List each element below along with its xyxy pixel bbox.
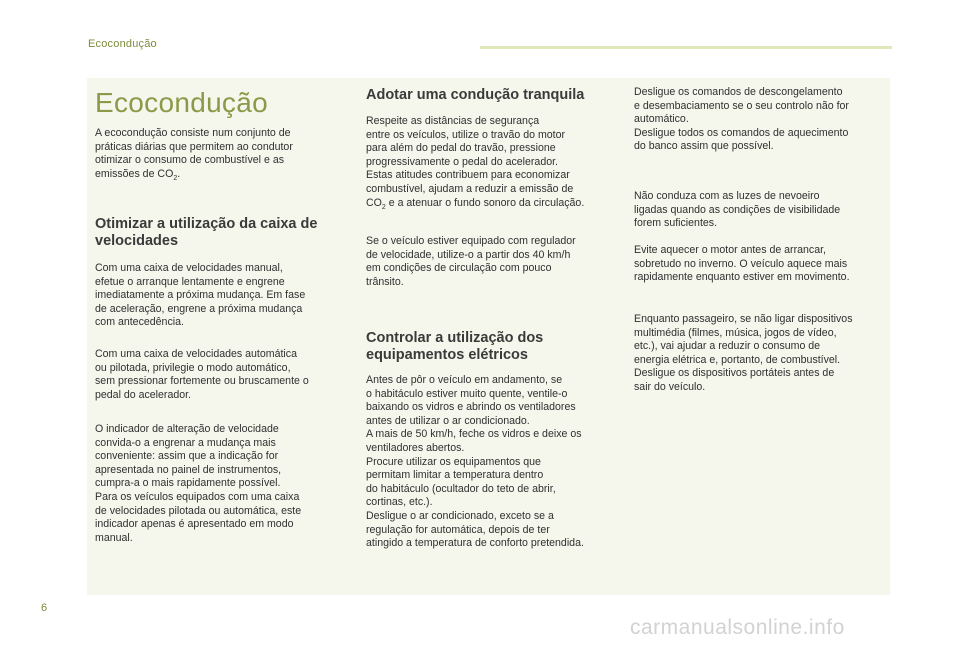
heading-electrical-equipment: Controlar a utilização dos equipamentos elétricos [366, 330, 544, 363]
defrost-paragraph: Desligue os comandos de descongelamento e desembaciamento se o seu controlo não for automático. Desligue todos os comandos de aquecimento do banco assim que possível. [634, 86, 849, 153]
cruise-control-paragraph: Se o veículo estiver equipado com regulador de velocidade, utilize-o a partir dos 40 km/h em condições de circulação com pouco trânsito. [366, 235, 576, 288]
engine-warmup-paragraph: Evite aquecer o motor antes de arrancar, sobretudo no inverno. O veículo aquece mais rapidamente enquanto estiver em movimento. [634, 244, 850, 284]
passenger-devices-paragraph: Enquanto passageiro, se não ligar dispositivos multimédia (filmes, música, jogos de vídeo, etc.), vai ajudar a reduzir o consumo de energia elétrica e, portanto, de combustível. Desligue os dispositivos portáteis antes de sair do veículo. [634, 313, 853, 393]
content-panel [87, 78, 890, 595]
intro-text: A ecocondução consiste num conjunto de práticas diárias que permitem ao condutor otimizar o consumo de combustível e as emissões de CO [95, 127, 293, 180]
co2-subscript: 2 [173, 174, 178, 182]
fog-lights-paragraph: Não conduza com as luzes de nevoeiro ligadas quando as condições de visibilidade forem suficientes. [634, 190, 841, 230]
intro-paragraph [95, 127, 347, 185]
gearbox-manual-paragraph: Com uma caixa de velocidades manual, efetue o arranque lentamente e engrene imediatamente a próxima mudança. Em fase de aceleração, engrene a próxima mudança com antecedência. [95, 262, 306, 329]
electrical-equipment-paragraph: Antes de pôr o veículo em andamento, se o habitáculo estiver muito quente, ventile-o baixando os vidros e abrindo os ventiladores antes de utilizar o ar condicionado. A mais de 50 km/h, feche os vidros e deixe os ventiladores abertos. Procure utilizar os equipamentos que permitam limitar a temperatura dentro do habitáculo (ocultador do teto de abrir, cortinas, etc.). Desligue o ar condicionado, exceto se a regulação for automática, depois de ter atingido a temperatura de conforto pretendida. [366, 374, 584, 550]
heading-calm-driving: Adotar uma condução tranquila [366, 87, 585, 103]
co2-subscript: 2 [381, 203, 386, 211]
calm-driving-text: Respeite as distâncias de segurança entre os veículos, utilize o travão do motor para além do pedal do travão, pressione progressivamente o pedal do acelerador. Estas atitudes contribuem para economizar combustível, ajudam a reduzir a emissão de CO [366, 115, 574, 209]
calm-driving-paragraph [366, 115, 616, 214]
column-left [95, 78, 347, 544]
calm-driving-end: e a atenuar o fundo sonoro da circulação. [385, 196, 585, 209]
intro-end: . [177, 167, 181, 180]
running-header: Ecocondução [88, 38, 157, 50]
watermark: carmanualsonline.info [630, 616, 845, 639]
page-number: 6 [41, 602, 48, 614]
gear-indicator-paragraph: O indicador de alteração de velocidade convida-o a engrenar a mudança mais conveniente: assim que a indicação for apresentada no painel de instrumentos, cumpra-a o mais rapidamente possível. Para os veículos equipados com uma caixa de velocidades pilotada ou automática, este indicador apenas é apresentado em modo manual. [95, 423, 302, 544]
page-title: Ecocondução [95, 87, 268, 118]
header-rule [480, 46, 892, 49]
gearbox-automatic-paragraph: Com uma caixa de velocidades automática ou pilotada, privilegie o modo automático, sem pressionar fortemente ou bruscamente o pedal do acelerador. [95, 348, 309, 401]
heading-gearbox: Otimizar a utilização da caixa de velocidades [95, 216, 318, 249]
